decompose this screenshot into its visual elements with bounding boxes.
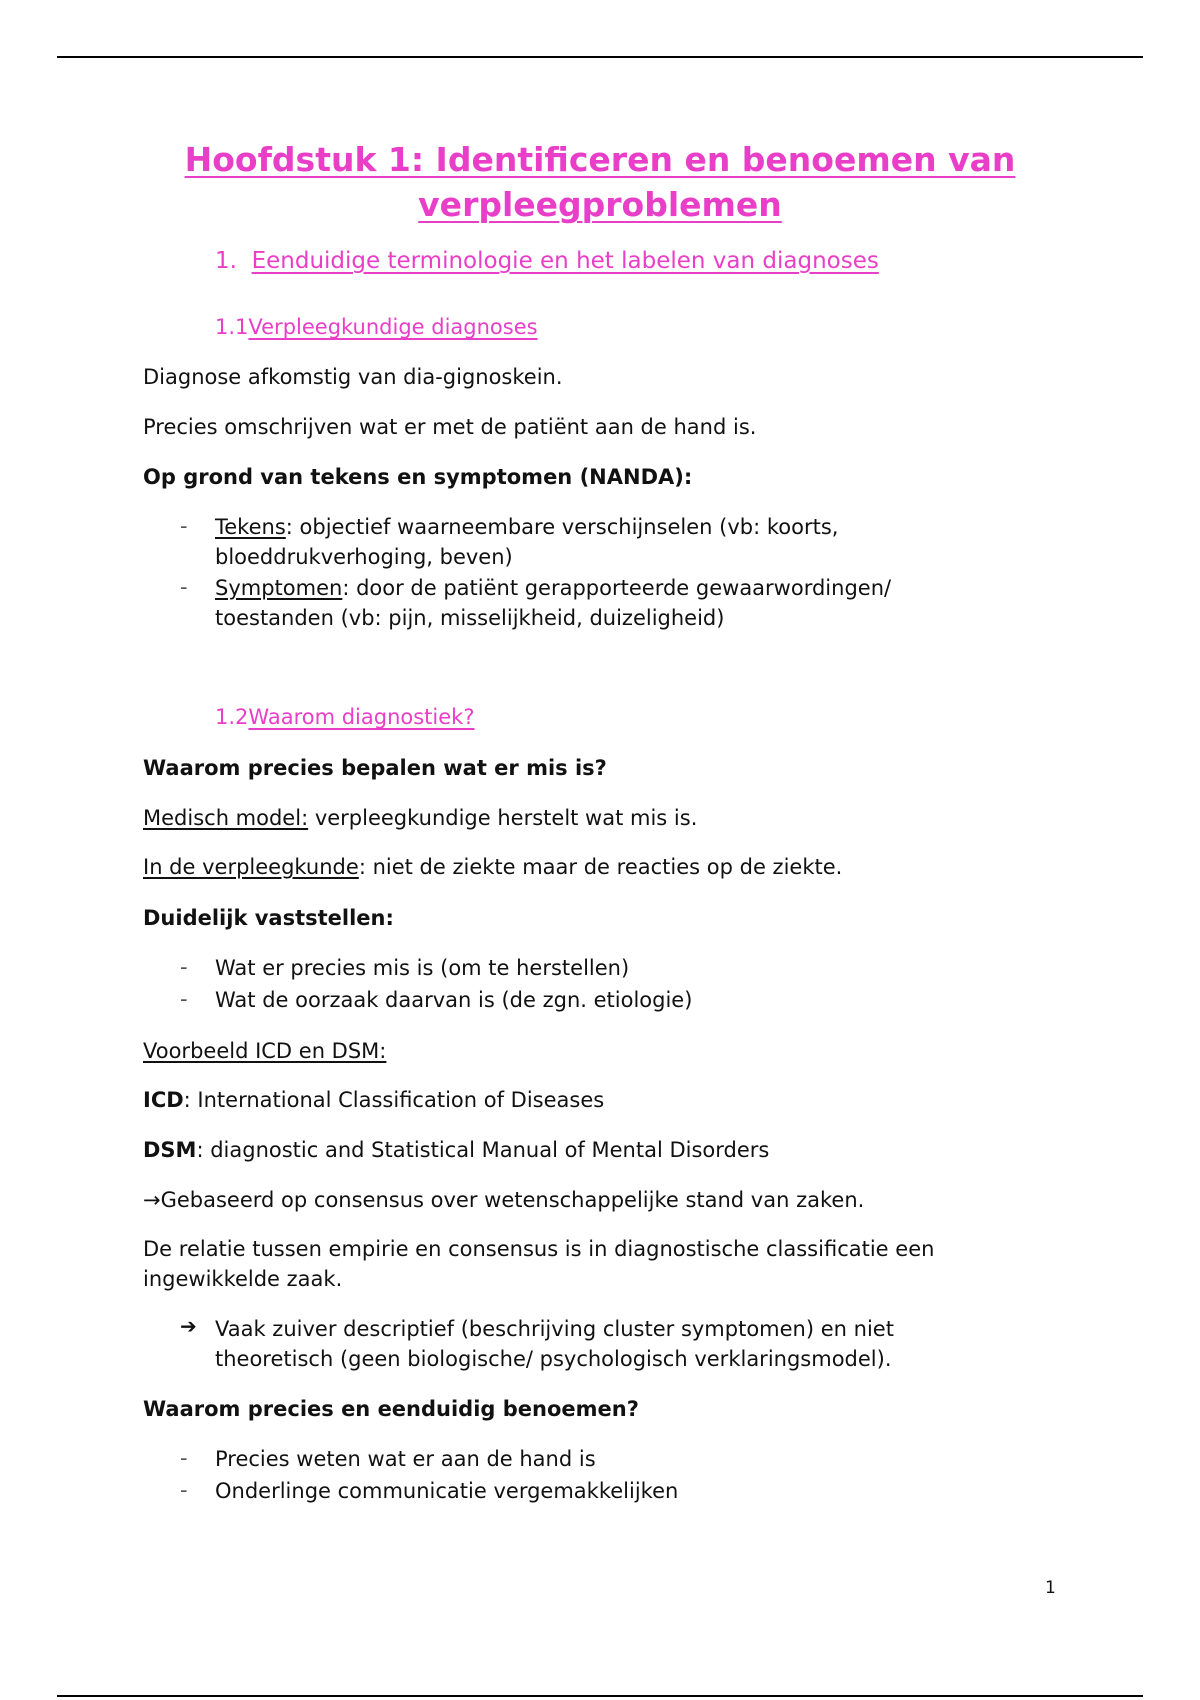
section-1-1-number: 1.1 <box>215 315 249 339</box>
section-1-title: Eenduidige terminologie en het labelen van diagnoses <box>251 248 879 274</box>
bullet-dash: - <box>180 987 188 1011</box>
verpleegkunde-text: : niet de ziekte maar de reacties op de ziekte. <box>358 855 843 879</box>
page-title-line-2: verpleegproblemen <box>418 185 782 224</box>
symptomen-text: : door de patiënt gerapporteerde gewaarwordingen/ <box>342 576 892 600</box>
list-item-wat-mis: Wat er precies mis is (om te herstellen) <box>215 956 630 980</box>
list-item-oorzaak: Wat de oorzaak daarvan is (de zgn. etiologie) <box>215 988 693 1012</box>
list-item-descriptief <box>215 1314 894 1374</box>
page-title-line-1: Hoofdstuk 1: Identificeren en benoemen van <box>184 140 1016 179</box>
paragraph-dsm <box>143 1135 769 1165</box>
tekens-text-cont: bloeddrukverhoging, beven) <box>215 545 513 569</box>
paragraph-medisch-model <box>143 803 697 833</box>
section-1-1-heading <box>215 315 538 339</box>
section-1-2-title: Waarom diagnostiek? <box>248 705 475 729</box>
term-icd: ICD <box>143 1088 184 1112</box>
page-number: 1 <box>1045 1578 1056 1598</box>
paragraph-verpleegkunde <box>143 852 842 882</box>
list-item-communicatie: Onderlinge communicatie vergemakkelijken <box>215 1479 679 1503</box>
symptomen-text-cont: toestanden (vb: pijn, misselijkheid, duizeligheid) <box>215 606 725 630</box>
voorbeeld-icd-dsm: Voorbeeld ICD en DSM: <box>143 1039 387 1063</box>
relatie-line-2: ingewikkelde zaak. <box>143 1267 343 1291</box>
bullet-dash: - <box>180 1478 188 1502</box>
bold-heading-eenduidig: Waarom precies en eenduidig benoemen? <box>143 1397 639 1421</box>
relatie-line-1: De relatie tussen empirie en consensus is in diagnostische classificatie een <box>143 1237 935 1261</box>
paragraph-icd <box>143 1085 604 1115</box>
bullet-dash: - <box>180 514 188 538</box>
term-medisch-model: Medisch model: <box>143 806 309 830</box>
bottom-rule <box>57 1695 1143 1697</box>
section-1-2-number: 1.2 <box>215 705 249 729</box>
bullet-dash: - <box>180 1446 188 1470</box>
term-verpleegkunde: In de verpleegkunde <box>143 855 359 879</box>
section-1-heading <box>215 248 879 274</box>
paragraph-precies: Precies omschrijven wat er met de patiënt aan de hand is. <box>143 415 757 439</box>
bold-heading-waarom-precies: Waarom precies bepalen wat er mis is? <box>143 756 607 780</box>
list-item-precies-weten: Precies weten wat er aan de hand is <box>215 1447 596 1471</box>
section-1-2-heading <box>215 705 474 729</box>
paragraph-diagnose-origin: Diagnose afkomstig van dia-gignoskein. <box>143 365 563 389</box>
paragraph-relatie <box>143 1234 934 1294</box>
medisch-model-text: verpleegkundige herstelt wat mis is. <box>308 806 698 830</box>
list-item-tekens <box>215 512 838 572</box>
descriptief-line-1: Vaak zuiver descriptief (beschrijving cluster symptomen) en niet <box>215 1317 894 1341</box>
dsm-text: : diagnostic and Statistical Manual of Mental Disorders <box>196 1138 770 1162</box>
arrow-icon: ➔ <box>180 1314 197 1338</box>
descriptief-line-2: theoretisch (geen biologische/ psychologisch verklaringsmodel). <box>215 1347 892 1371</box>
top-rule <box>57 56 1143 58</box>
term-tekens: Tekens <box>215 515 286 539</box>
icd-text: : International Classification of Diseases <box>183 1088 605 1112</box>
section-1-number: 1. <box>215 248 237 274</box>
list-item-symptomen <box>215 573 891 633</box>
term-symptomen: Symptomen <box>215 576 343 600</box>
bullet-dash: - <box>180 575 188 599</box>
bold-heading-duidelijk: Duidelijk vaststellen: <box>143 906 394 930</box>
tekens-text: : objectief waarneembare verschijnselen (vb: koorts, <box>285 515 839 539</box>
term-dsm: DSM <box>143 1138 197 1162</box>
section-1-1-title: Verpleegkundige diagnoses <box>248 315 538 339</box>
paragraph-gebaseerd: →Gebaseerd op consensus over wetenschappelijke stand van zaken. <box>143 1188 865 1212</box>
bold-heading-tekens-symptomen: Op grond van tekens en symptomen (NANDA): <box>143 465 693 489</box>
bullet-dash: - <box>180 955 188 979</box>
